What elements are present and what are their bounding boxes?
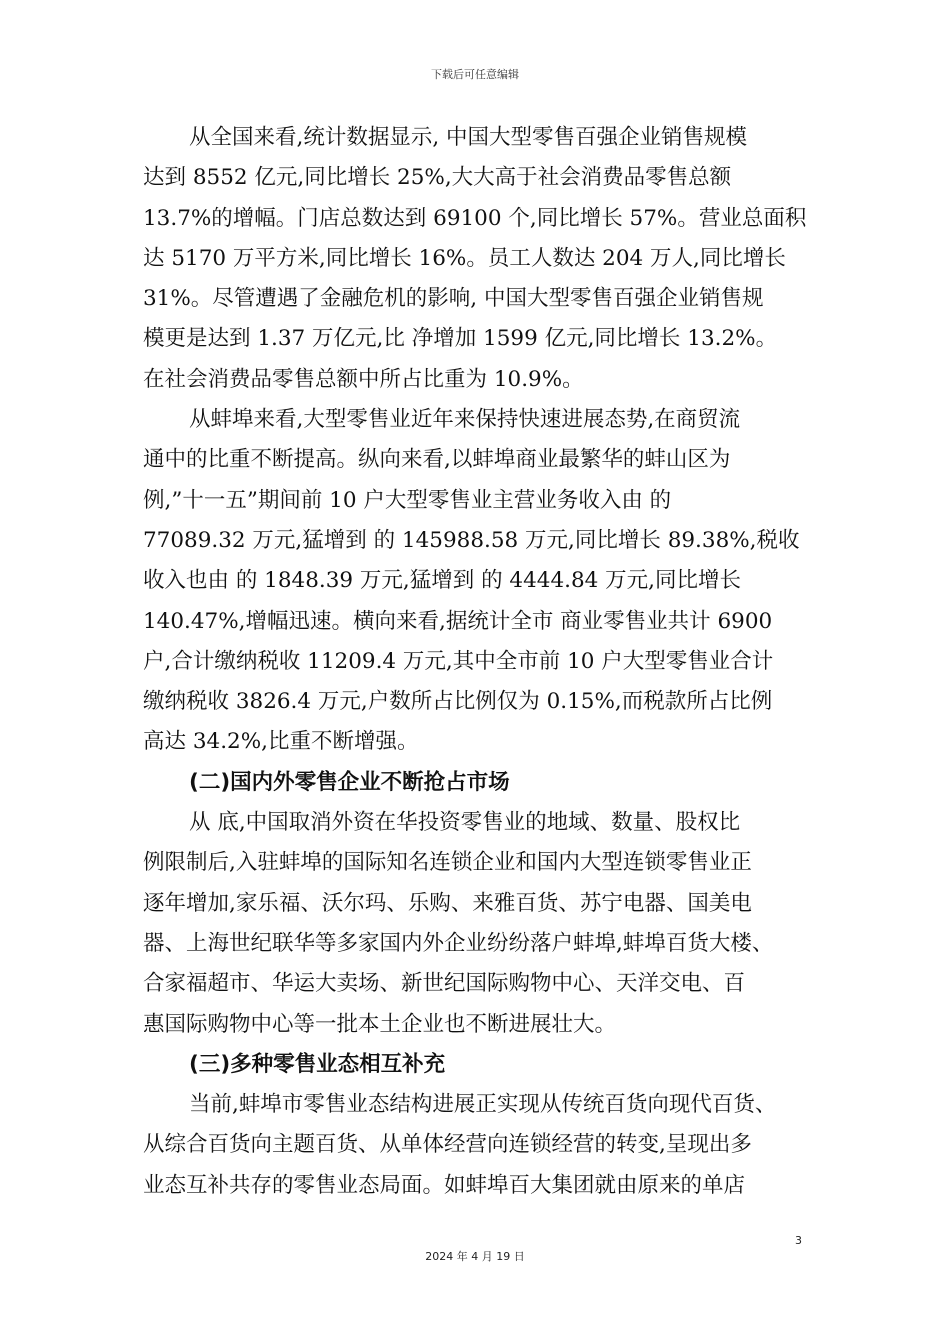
section-heading-2: (二)国内外零售企业不断抢占市场 [189,769,510,795]
text-line: 收入也由 的 1848.39 万元,猛增到 的 4444.84 万元,同比增长 [143,568,741,594]
section-heading-3: (三)多种零售业态相互补充 [189,1051,446,1077]
text-line: 户,合计缴纳税收 11209.4 万元,其中全市前 10 户大型零售业合计 [143,648,774,674]
text-line: 达 5170 万平方米,同比增长 16%。员工人数达 204 万人,同比增长 [143,245,786,271]
text-line: 140.47%,增幅迅速。横向来看,据统计全市 商业零售业共计 6900 [143,608,773,634]
text-line: 达到 8552 亿元,同比增长 25%,大大高于社会消费品零售总额 [143,165,732,191]
text-line: 例限制后,入驻蚌埠的国际知名连锁企业和国内大型连锁零售业正 [143,850,752,876]
text-line: 业态互补共存的零售业态局面。如蚌埠百大集团就由原来的单店 [143,1172,746,1198]
text-line: 逐年增加,家乐福、沃尔玛、乐购、来雅百货、苏宁电器、国美电 [143,890,752,916]
text-line: 在社会消费品零售总额中所占比重为 10.9%。 [143,366,584,392]
paragraph-foreign-enterprises [143,803,827,1045]
text-line: 31%。尽管遭遇了金融危机的影响, 中国大型零售百强企业销售规 [143,286,764,312]
text-line: 从综合百货向主题百货、从单体经营向连锁经营的转变,呈现出多 [143,1132,752,1158]
text-line: 当前,蚌埠市零售业态结构进展正实现从传统百货向现代百货、 [189,1092,777,1118]
text-line: 模更是达到 1.37 万亿元,比 净增加 1599 亿元,同比增长 13.2%。 [143,326,778,352]
paragraph-national-retail [143,118,827,400]
text-line: 合家福超市、华运大卖场、新世纪国际购物中心、天洋交电、百 [143,971,746,997]
text-line: 13.7%的增幅。门店总数达到 69100 个,同比增长 57%。营业总面积 [143,205,807,231]
text-line: 从 底,中国取消外资在华投资零售业的地域、数量、股权比 [189,810,741,836]
page-number: 3 [795,1234,802,1247]
paragraph-bengbu-retail [143,400,827,763]
text-line: 77089.32 万元,猛增到 的 145988.58 万元,同比增长 89.38%,税收 [143,527,800,553]
text-line: 通中的比重不断提高。纵向来看,以蚌埠商业最繁华的蚌山区为 [143,447,731,473]
text-line: 器、上海世纪联华等多家国内外企业纷纷落户蚌埠,蚌埠百货大楼、 [143,930,774,956]
text-line: 高达 34.2%,比重不断增强。 [143,729,419,755]
text-line: 例,”十一五”期间前 10 户大型零售业主营业务收入由 的 [143,487,672,513]
text-line: 惠国际购物中心等一批本土企业也不断进展壮大。 [143,1011,617,1037]
page-header: 下载后可任意编辑 [431,68,519,81]
text-line: 缴纳税收 3826.4 万元,户数所占比例仅为 0.15%,而税款所占比例 [143,689,773,715]
paragraph-retail-formats [143,1085,827,1206]
text-line: 从蚌埠来看,大型零售业近年来保持快速进展态势,在商贸流 [189,407,741,433]
footer-date: 2024 年 4 月 19 日 [425,1250,525,1263]
text-line: 从全国来看,统计数据显示, 中国大型零售百强企业销售规模 [189,125,748,150]
document-body [143,118,827,1206]
